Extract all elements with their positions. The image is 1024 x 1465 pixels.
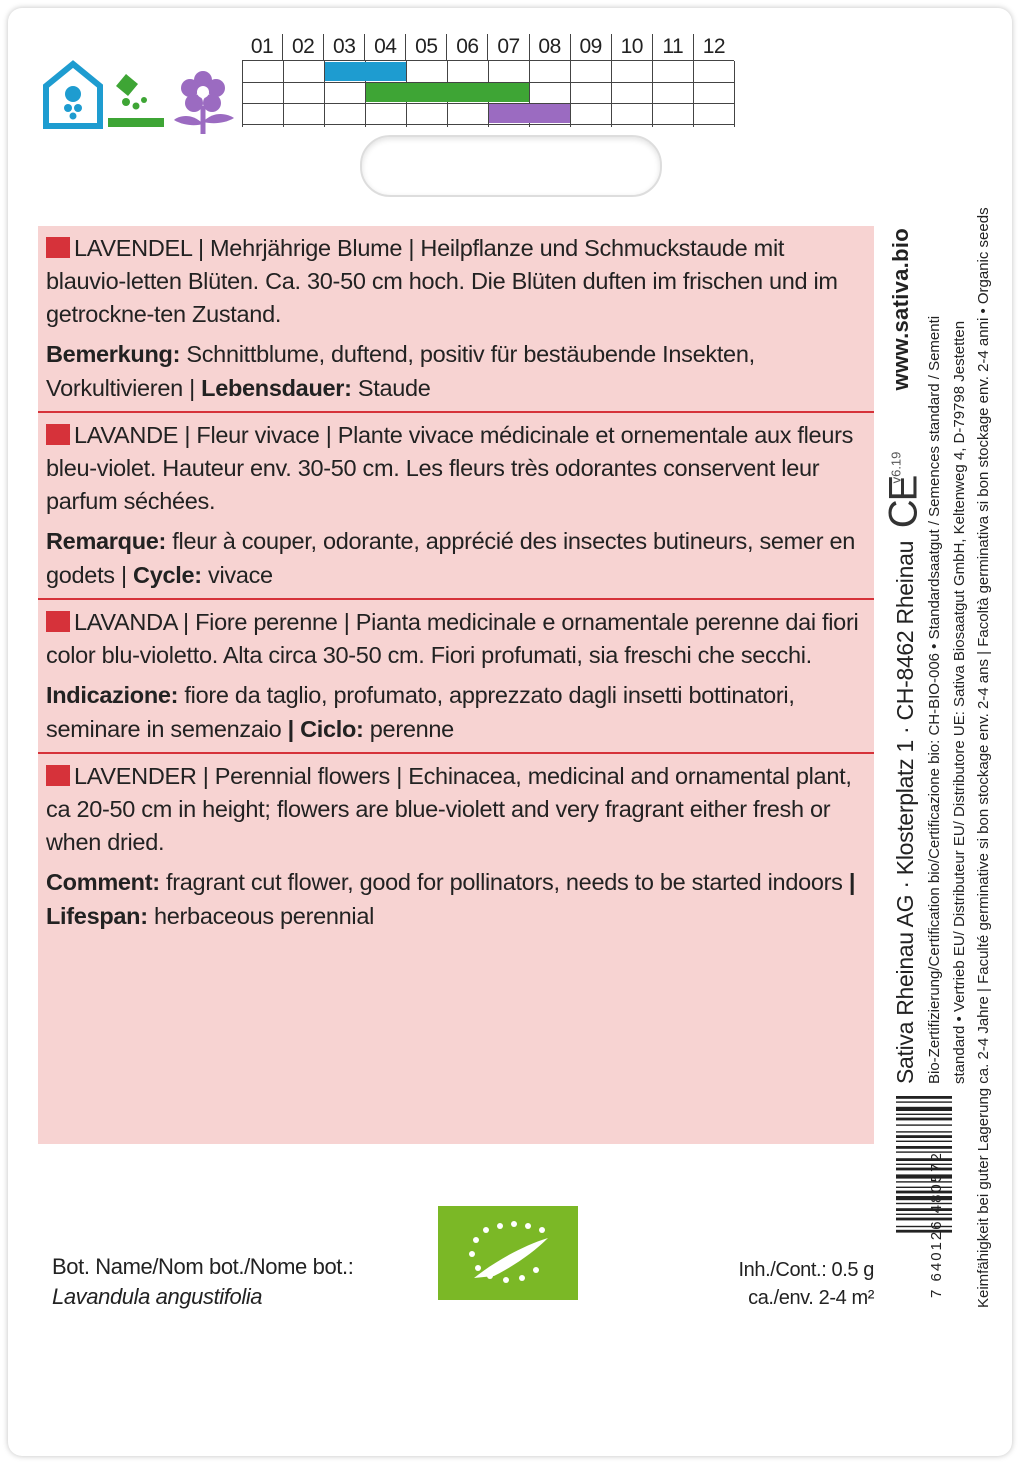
barcode-bar xyxy=(896,1107,952,1111)
company-address: Sativa Rheinau AG · Klosterplatz 1 · CH-8462 Rheinau xyxy=(892,540,918,1084)
content-block xyxy=(728,1256,874,1312)
note-text: vivace xyxy=(201,562,273,588)
calendar-grid xyxy=(242,60,734,127)
red-square-icon xyxy=(46,611,70,632)
barcode-bar xyxy=(896,1101,952,1102)
germination-text: Keimfähigkeit bei guter Lagerung ca. 2-4 Jahre | Faculté germinative si bon stockage env. 2-4 ans | Facoltà germinativa si bon stockage env. 2-4 anni • Organic seeds xyxy=(975,207,992,1308)
note-label: Lebensdauer: xyxy=(201,375,352,401)
grid-line xyxy=(734,61,735,127)
barcode-bar xyxy=(896,1096,952,1099)
flowering-bar xyxy=(489,104,570,123)
month-label: 01 xyxy=(242,34,283,60)
note-label: Cycle: xyxy=(133,562,202,588)
red-square-icon xyxy=(46,237,70,258)
month-label: 02 xyxy=(283,34,324,60)
section-body: | Perennial flowers | Echinacea, medicinal and ornamental plant, ca 20-50 cm in height; flowers are blue-violett and very fragrant either fresh or when dried. xyxy=(46,763,852,855)
barcode-bar xyxy=(896,1146,952,1149)
note-label: Comment: xyxy=(46,869,160,895)
month-label: 07 xyxy=(488,34,529,60)
calendar-months xyxy=(242,34,734,60)
grid-line xyxy=(611,61,612,127)
botanical-name: Lavandula angustifolia xyxy=(52,1284,263,1309)
section-notes xyxy=(46,865,866,933)
description-panel xyxy=(38,226,874,1144)
flower-icon xyxy=(168,66,238,136)
note-text: fiore da taglio, profumato, apprezzato dagli insetti bottinatori, seminare in semenzaio xyxy=(46,682,795,742)
note-text: Schnittblume, duftend, positiv für bestäubende Insekten, Vorkultivieren | xyxy=(46,341,755,401)
section-de xyxy=(38,226,874,411)
barcode-bar xyxy=(896,1141,952,1142)
ce-mark: CE xyxy=(881,476,926,529)
month-label: 08 xyxy=(530,34,571,60)
direct-sowing-icon xyxy=(108,70,164,128)
section-notes xyxy=(46,337,866,405)
eu-organic-logo-icon xyxy=(438,1206,578,1300)
section-title: LAVENDEL xyxy=(74,235,192,261)
barcode-bar xyxy=(896,1114,952,1115)
indoor-sowing-bar xyxy=(325,62,406,81)
version-label: v6.19 xyxy=(888,451,904,484)
section-title: LAVANDE xyxy=(74,422,179,448)
section-en xyxy=(38,752,874,939)
grid-line xyxy=(693,61,694,127)
section-body: | Fiore perenne | Pianta medicinale e ornamentale perenne dai fiori color blu-violetto. Alta circa 30-50 cm. Fiori profumati, sia freschi che secchi. xyxy=(46,609,859,668)
barcode-digits: 7 640126 480572 xyxy=(928,1151,945,1298)
note-label: Remarque: xyxy=(46,528,167,554)
note-label: | Ciclo: xyxy=(287,716,364,742)
month-label: 03 xyxy=(324,34,365,60)
month-label: 12 xyxy=(702,35,726,58)
section-description xyxy=(46,232,866,331)
section-body: | Fleur vivace | Plante vivace médicinale et ornementale aux fleurs bleu-violet. Hauteur env. 30-50 cm. Les fleurs très odorantes conservent leur parfum séchées. xyxy=(46,422,854,514)
direct-sowing-bar xyxy=(366,83,529,102)
section-description xyxy=(46,419,866,518)
sowing-calendar xyxy=(242,34,734,127)
barcode-bar xyxy=(896,1131,952,1132)
note-label: Bemerkung: xyxy=(46,341,181,367)
grid-line xyxy=(283,61,284,127)
note-label: | Lifespan: xyxy=(46,869,856,929)
month-label: 06 xyxy=(447,34,488,60)
red-square-icon xyxy=(46,424,70,445)
section-body: | Mehrjährige Blume | Heilpflanze und Schmuckstaude mit blauvio-letten Blüten. Ca. 30-50 cm hoch. Die Blüten duften im frischen und im getrockne-ten Zustand. xyxy=(46,235,838,327)
barcode-bar xyxy=(896,1124,952,1125)
note-text: Staude xyxy=(351,375,431,401)
sowing-area: ca./env. 2-4 m² xyxy=(748,1287,874,1309)
note-text: fragrant cut flower, good for pollinators, needs to be started indoors xyxy=(159,869,849,895)
content-amount: Inh./Cont.: 0.5 g xyxy=(738,1259,874,1281)
note-text: fleur à couper, odorante, apprécié des insectes butineurs, semer en godets | xyxy=(46,528,856,588)
section-notes xyxy=(46,678,866,746)
red-square-icon xyxy=(46,765,70,786)
month-label: 04 xyxy=(365,34,406,60)
section-title: LAVANDA xyxy=(74,609,177,635)
section-it xyxy=(38,598,874,752)
section-description xyxy=(46,760,866,859)
month-label: 11 xyxy=(653,34,694,60)
barcode-bar xyxy=(896,1118,952,1121)
grid-line xyxy=(242,61,243,127)
note-text: herbaceous perennial xyxy=(147,903,375,929)
barcode-bar xyxy=(896,1135,952,1138)
section-description xyxy=(46,606,866,672)
section-notes xyxy=(46,524,866,592)
hanger-hole xyxy=(360,135,662,197)
grid-line xyxy=(570,61,571,127)
section-title: LAVENDER xyxy=(74,763,197,789)
grid-line xyxy=(652,61,653,127)
month-label: 09 xyxy=(571,34,612,60)
note-label: Indicazione: xyxy=(46,682,179,708)
note-text: perenne xyxy=(363,716,454,742)
botanical-name-block xyxy=(52,1252,353,1312)
botanical-label: Bot. Name/Nom bot./Nome bot.: xyxy=(52,1254,354,1279)
month-label: 05 xyxy=(406,34,447,60)
certification-text: Bio-Zertifizierung/Certification bio/Certificazione bio: CH-BIO-006 • Standardsaatgut / Semences standard / Sementi xyxy=(926,315,943,1084)
distributor-text: standard • Vertrieb EU/ Distributeur EU/ Distributore UE: Sativa Biosaatgut GmbH, Keltenweg 4, D-79798 Jestetten xyxy=(951,320,968,1084)
section-fr xyxy=(38,411,874,598)
seed-packet-back xyxy=(8,8,1012,1456)
month-label: 10 xyxy=(612,34,653,60)
website: www.sativa.bio xyxy=(888,228,913,391)
house-sowing-icon xyxy=(42,60,104,130)
